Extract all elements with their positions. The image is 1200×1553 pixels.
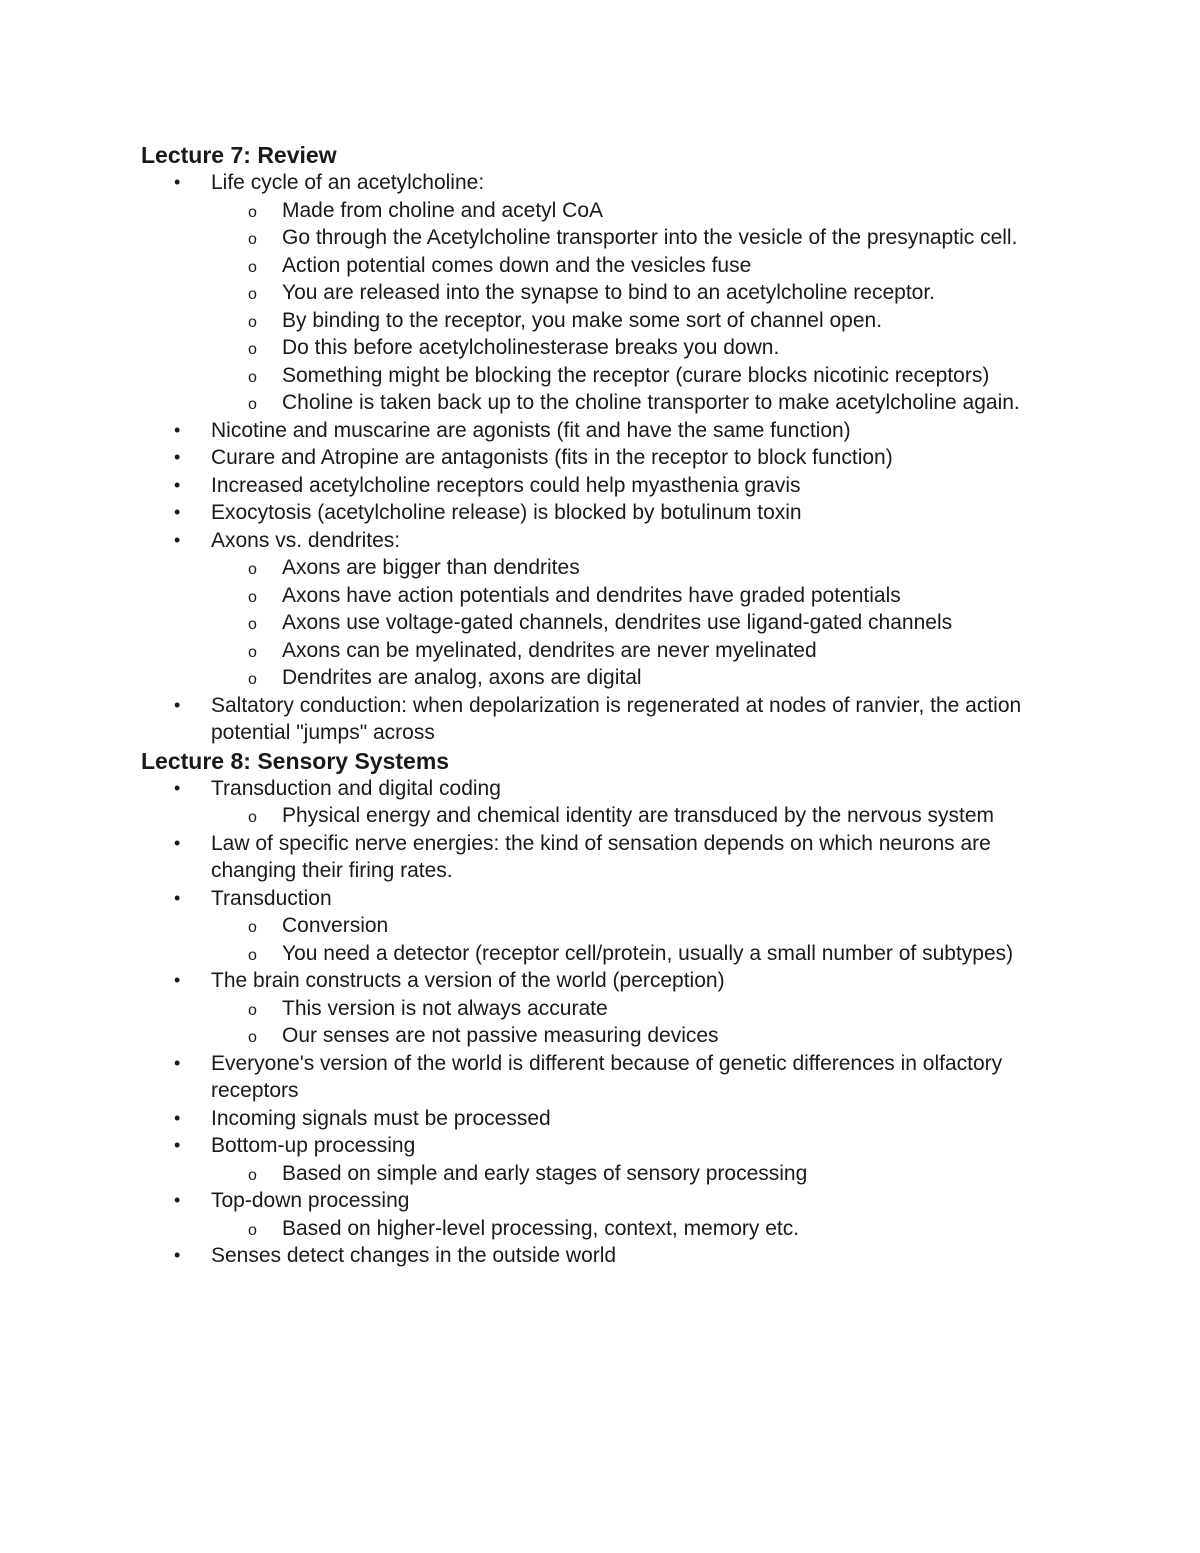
list-item-text: Transduction and digital coding [211,776,501,800]
list-item-text: Transduction [211,886,332,910]
list-item [141,692,1061,747]
list-item-text: Axons vs. dendrites: [211,528,401,552]
bullet-icon: • [174,1190,181,1210]
sub-list-item [141,362,1061,390]
sub-list-item-text: Based on simple and early stages of sensory processing [282,1161,808,1185]
list-item [141,775,1061,803]
sub-bullet-icon: o [248,561,257,578]
sub-bullet-icon: o [248,203,257,221]
list-item-text: Exocytosis (acetylcholine release) is blocked by botulinum toxin [211,501,802,524]
list-item-text: Curare and Atropine are antagonists (fits in the receptor to block function) [211,446,893,469]
sub-list-item-text: Axons have action potentials and dendrites have graded potentials [282,583,901,607]
list-item [141,1242,1061,1270]
bullet-icon: • [174,694,181,715]
sub-bullet-icon: o [248,1166,257,1184]
list-item [141,169,1061,197]
list-item [141,1132,1061,1160]
sub-list-item-text: Do this before acetylcholinesterase breaks you down. [282,336,780,359]
bullet-list [141,169,1061,747]
list-item-text: Nicotine and muscarine are agonists (fit and have the same function) [211,418,851,442]
sub-list-item [141,389,1061,417]
list-item [141,1050,1061,1105]
list-item-text: Top-down processing [211,1189,410,1212]
section-heading: Lecture 7: Review [141,142,337,168]
sub-bullet-icon: o [248,286,257,303]
list-item [141,967,1061,995]
sub-list-item [141,1160,1061,1188]
list-item [141,444,1061,472]
sub-list-item-text: By binding to the receptor, you make some sort of channel open. [282,308,883,332]
list-item [141,885,1061,913]
sub-bullet-icon: o [248,1221,257,1239]
bullet-list [141,775,1061,1270]
list-item [141,499,1061,527]
sub-list-item-text: Conversion [282,914,389,937]
list-item-text: Saltatory conduction: when depolarization is regenerated at nodes of ranvier, the action potential "jumps" across [211,693,1022,744]
sub-list-item-text: Go through the Acetylcholine transporter into the vesicle of the presynaptic cell. [282,226,1018,249]
list-item [141,1187,1061,1215]
sub-bullet-icon: o [248,1029,257,1046]
sub-list-item [141,940,1061,968]
sub-bullet-icon: o [248,396,257,413]
sub-list-item-text: Dendrites are analog, axons are digital [282,666,642,689]
bullet-icon: • [174,1107,181,1128]
list-item-text: Law of specific nerve energies: the kind of sensation depends on which neurons are changing their firing rates. [211,831,991,882]
list-item [141,472,1061,500]
sub-list-item [141,637,1061,665]
list-item-text: Bottom-up processing [211,1134,416,1157]
bullet-icon: • [174,419,181,440]
list-item [141,417,1061,445]
bullet-icon: • [174,502,181,522]
sub-list-item [141,307,1061,335]
list-item [141,1105,1061,1133]
sub-list-item [141,802,1061,830]
sub-bullet-icon: o [248,258,257,276]
sub-list-item [141,1215,1061,1243]
sub-list-item [141,912,1061,940]
sub-bullet-icon: o [248,588,257,606]
sub-list-item-text: Made from choline and acetyl CoA [282,198,603,222]
list-item-text: Everyone's version of the world is different because of genetic differences in olfactory receptors [211,1051,1003,1102]
sub-bullet-icon: o [248,231,257,248]
bullet-icon: • [174,777,181,798]
sub-list-item [141,554,1061,582]
sub-list-item [141,609,1061,637]
sub-list-item-text: Action potential comes down and the vesicles fuse [282,253,752,277]
list-item-text: The brain constructs a version of the world (perception) [211,969,725,992]
bullet-icon: • [174,172,181,192]
sub-bullet-icon: o [248,919,257,936]
sub-list-item-text: Based on higher-level processing, context, memory etc. [282,1216,800,1240]
bullet-icon: • [174,529,181,550]
bullet-icon: • [174,970,181,990]
bullet-icon: • [174,1052,181,1073]
list-item-text: Life cycle of an acetylcholine: [211,171,485,194]
sub-list-item [141,252,1061,280]
sub-bullet-icon: o [248,313,257,331]
section-heading: Lecture 8: Sensory Systems [141,747,450,774]
sub-bullet-icon: o [248,809,257,826]
sub-list-item [141,1022,1061,1050]
sub-list-item [141,224,1061,252]
document-body [141,141,1061,1270]
sub-list-item-text: Choline is taken back up to the choline transporter to make acetylcholine again. [282,391,1020,414]
bullet-icon: • [174,1245,181,1265]
sub-list-item-text: Something might be blocking the receptor (curare blocks nicotinic receptors) [282,363,990,387]
sub-list-item-text: This version is not always accurate [282,996,608,1020]
bullet-icon: • [174,474,181,495]
bullet-icon: • [174,832,181,853]
sub-list-item [141,664,1061,692]
sub-bullet-icon: o [248,643,257,661]
list-item [141,830,1061,885]
bullet-icon: • [174,887,181,908]
bullet-icon: • [174,447,181,467]
sub-list-item [141,334,1061,362]
sub-list-item-text: Axons use voltage-gated channels, dendrites use ligand-gated channels [282,611,953,634]
sub-bullet-icon: o [248,341,257,358]
sub-bullet-icon: o [248,671,257,688]
sub-list-item-text: Axons are bigger than dendrites [282,556,580,579]
list-item-text: Incoming signals must be processed [211,1106,551,1130]
sub-bullet-icon: o [248,616,257,633]
sub-bullet-icon: o [248,368,257,386]
sub-list-item-text: Our senses are not passive measuring devices [282,1024,719,1047]
sub-list-item-text: Axons can be myelinated, dendrites are never myelinated [282,638,817,662]
sub-list-item-text: You need a detector (receptor cell/protein, usually a small number of subtypes) [282,941,1014,965]
list-item [141,527,1061,555]
sub-list-item [141,582,1061,610]
bullet-icon: • [174,1135,181,1155]
sub-list-item [141,279,1061,307]
sub-list-item-text: You are released into the synapse to bind to an acetylcholine receptor. [282,281,935,304]
list-item-text: Increased acetylcholine receptors could help myasthenia gravis [211,473,801,497]
sub-list-item-text: Physical energy and chemical identity are transduced by the nervous system [282,804,995,827]
sub-list-item [141,995,1061,1023]
sub-bullet-icon: o [248,946,257,964]
sub-list-item [141,197,1061,225]
list-item-text: Senses detect changes in the outside world [211,1244,617,1267]
sub-bullet-icon: o [248,1001,257,1019]
